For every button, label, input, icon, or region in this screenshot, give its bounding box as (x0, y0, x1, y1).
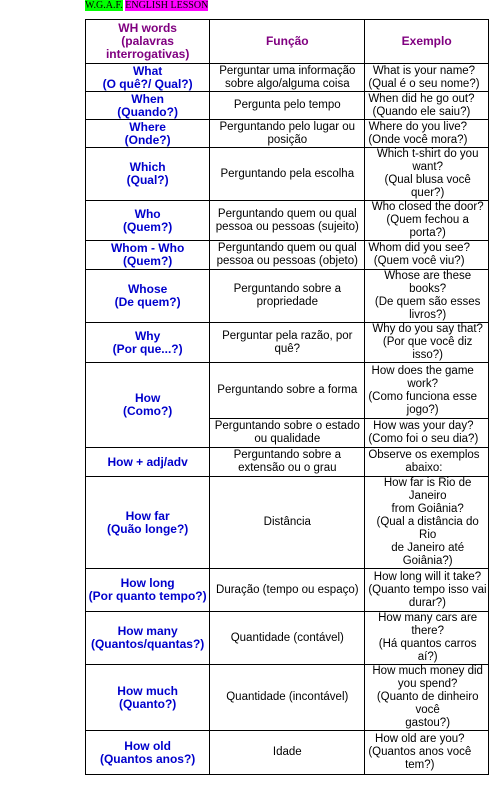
example-cell: What is your name? (Qual é o seu nome?) (365, 64, 489, 92)
table-row (86, 120, 489, 148)
wh-word-cell: What (O quê?/ Qual?) (86, 64, 210, 92)
function-cell: Perguntando sobre a extensão ou o grau (210, 448, 365, 477)
function-cell: Perguntar uma informação sobre algo/alguma coisa (210, 64, 365, 92)
wh-word-cell: How long (Por quanto tempo?) (86, 569, 210, 612)
table-row (86, 363, 489, 419)
example-cell: How much money did you spend? (Quanto de dinheiro você gastou?) (365, 665, 489, 731)
table-row (86, 323, 489, 363)
table-row (86, 665, 489, 731)
header-title: ENGLISH LESSON (125, 0, 209, 11)
wh-word-cell: When (Quando?) (86, 92, 210, 120)
table-header-row (86, 20, 489, 64)
table-row (86, 477, 489, 569)
example-cell: How was your day? (Como foi o seu dia?) (365, 419, 489, 448)
example-cell: Where do you live? (Onde você mora?) (365, 120, 489, 148)
example-cell: Who closed the door? (Quem fechou a porta?) (365, 201, 489, 241)
function-cell: Perguntando pelo lugar ou posição (210, 120, 365, 148)
table-row (86, 731, 489, 775)
function-cell: Perguntando quem ou qual pessoa ou pessoas (sujeito) (210, 201, 365, 241)
example-cell: When did he go out? (Quando ele saiu?) (365, 92, 489, 120)
header-tag: W.G.A.F. (85, 0, 123, 11)
example-cell: Whom did you see? (Quem você viu?) (365, 241, 489, 270)
table-row (86, 201, 489, 241)
wh-word-cell: Which (Qual?) (86, 148, 210, 201)
table-row (86, 569, 489, 612)
example-cell: Which t-shirt do you want? (Qual blusa você quer?) (365, 148, 489, 201)
example-cell: Observe os exemplos abaixo: (365, 448, 489, 477)
function-cell: Duração (tempo ou espaço) (210, 569, 365, 612)
column-header-function: Função (210, 20, 365, 64)
function-cell: Pergunta pelo tempo (210, 92, 365, 120)
table-row (86, 448, 489, 477)
function-cell: Quantidade (contável) (210, 612, 365, 665)
wh-word-cell: How far (Quão longe?) (86, 477, 210, 569)
example-cell: Whose are these books? (De quem são esses livros?) (365, 270, 489, 323)
wh-word-cell: How much (Quanto?) (86, 665, 210, 731)
table-row (86, 612, 489, 665)
example-cell: How long will it take? (Quanto tempo isso vai durar?) (365, 569, 489, 612)
example-cell: How far is Rio de Janeiro from Goiânia? (Qual a distância do Rio de Janeiro até Goiânia?) (365, 477, 489, 569)
function-cell: Quantidade (incontável) (210, 665, 365, 731)
lesson-header (85, 0, 208, 11)
example-cell: How does the game work? (Como funciona esse jogo?) (365, 363, 489, 419)
wh-word-cell: How old (Quantos anos?) (86, 731, 210, 775)
example-cell: How many cars are there? (Há quantos carros aí?) (365, 612, 489, 665)
wh-word-cell: Why (Por que...?) (86, 323, 210, 363)
function-cell: Perguntando sobre a forma (210, 363, 365, 419)
column-header-example: Exemplo (365, 20, 489, 64)
wh-word-cell: Who (Quem?) (86, 201, 210, 241)
wh-word-cell: How + adj/adv (86, 448, 210, 477)
table-row (86, 270, 489, 323)
example-cell: How old are you? (Quantos anos você tem?) (365, 731, 489, 775)
wh-word-cell: Whom - Who (Quem?) (86, 241, 210, 270)
function-cell: Perguntar pela razão, por quê? (210, 323, 365, 363)
wh-word-cell: How (Como?) (86, 363, 210, 448)
column-header-wh: WH words (palavras interrogativas) (86, 20, 210, 64)
function-cell: Perguntando sobre a propriedade (210, 270, 365, 323)
table-row (86, 92, 489, 120)
function-cell: Perguntando pela escolha (210, 148, 365, 201)
function-cell: Perguntando sobre o estado ou qualidade (210, 419, 365, 448)
function-cell: Idade (210, 731, 365, 775)
wh-words-table (85, 19, 489, 775)
wh-word-cell: Where (Onde?) (86, 120, 210, 148)
wh-word-cell: How many (Quantos/quantas?) (86, 612, 210, 665)
table-row (86, 241, 489, 270)
table-row (86, 148, 489, 201)
example-cell: Why do you say that? (Por que você diz isso?) (365, 323, 489, 363)
table-row (86, 64, 489, 92)
wh-word-cell: Whose (De quem?) (86, 270, 210, 323)
function-cell: Perguntando quem ou qual pessoa ou pessoas (objeto) (210, 241, 365, 270)
function-cell: Distância (210, 477, 365, 569)
